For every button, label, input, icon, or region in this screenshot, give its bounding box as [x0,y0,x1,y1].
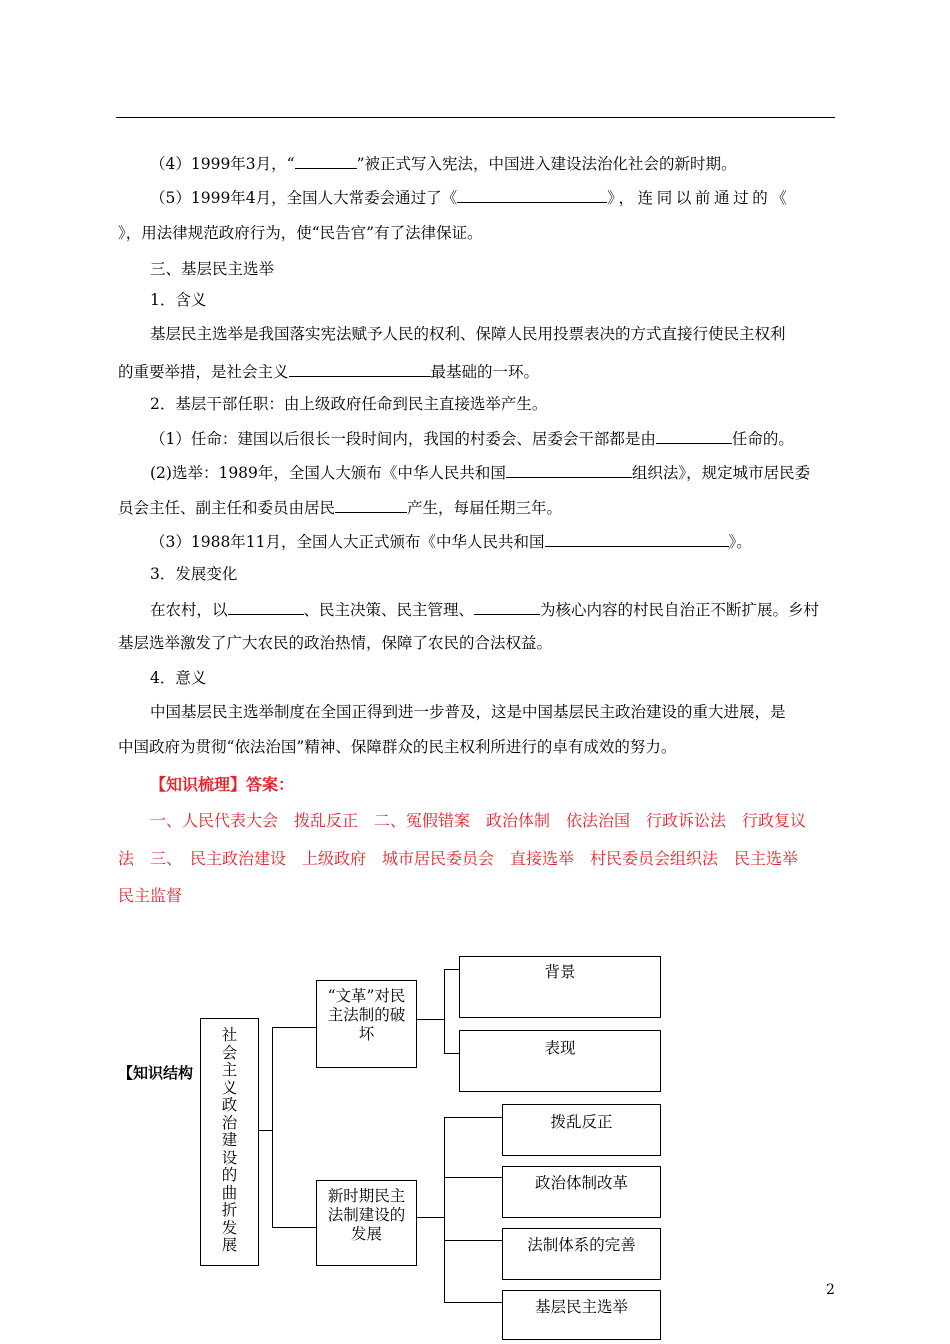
connector [444,969,459,970]
connector [417,1019,445,1020]
development-text: 在农村，以 、民主决策、民主管理、 为核心内容的村民自治正不断扩展。乡村 [150,598,819,620]
connector [444,1177,502,1178]
leaf-political-reform: 政治体制改革 [502,1166,661,1218]
branch-new-era: 新时期民主法制建设的发展 [316,1180,417,1266]
leaf-manifestation: 表现 [459,1030,661,1092]
cadre-appointment: （1）任命：建国以后很长一段时间内，我国的村委会、居委会干部都是由 任命的。 [150,427,794,449]
answers-line-3: 民主监督 [118,886,183,905]
cadre-law-1988: （3）1988年11月，全国人大正式颁布《中华人民共和国 》。 [150,530,752,552]
connector [444,1302,502,1303]
section-3-heading: 三、基层民主选举 [150,260,275,278]
leaf-grassroots-election: 基层民主选举 [502,1290,661,1340]
connector [417,1217,445,1218]
connector [272,1027,316,1028]
answers-line-1: 一、人民代表大会 拨乱反正 二、冤假错案 政治体制 依法治国 行政诉讼法 行政复议 [150,811,807,830]
leaf-restore-order: 拨乱反正 [502,1104,661,1156]
header-rule [116,117,835,118]
answers-heading: 【知识梳理】答案： [150,775,295,794]
connector [259,1130,273,1131]
leaf-background: 背景 [459,956,661,1018]
subheading-cadre: 2．基层干部任职：由上级政府任命到民主直接选举产生。 [150,395,548,413]
leaf-legal-system: 法制体系的完善 [502,1228,661,1280]
item-4: （4）1999年3月，“ ”被正式写入宪法，中国进入建设法治化社会的新时期。 [150,152,737,174]
connector [444,1117,502,1118]
answers-line-2: 法 三、 民主政治建设 上级政府 城市居民委员会 直接选举 村民委员会组织法 民主选举 [118,849,799,868]
item-5: （5）1999年4月，全国人大常委会通过了《 》，连同以前通过的《 [150,186,790,208]
cadre-election: (2)选举：1989年，全国人大颁布《中华人民共和国 组织法》，规定城市居民委 [150,461,810,483]
connector [444,1117,445,1303]
significance-text-cont: 中国政府为贯彻“依法治国”精神、保障群众的民主权利所进行的卓有成效的努力。 [118,738,677,756]
significance-text: 中国基层民主选举制度在全国正得到进一步普及，这是中国基层民主政治建设的重大进展，是 [150,703,786,721]
root-node: 社会主义政治建设的曲折发展 [200,1018,259,1266]
connector [444,1053,459,1054]
structure-label: 【知识结构 [118,1064,194,1082]
development-text-cont: 基层选举激发了广大农民的政治热情，保障了农民的合法权益。 [118,634,553,652]
page-number: 2 [826,1282,835,1298]
meaning-text: 基层民主选举是我国落实宪法赋予人民的权利、保障人民用投票表决的方式直接行使民主权利 [150,325,786,343]
branch-cultural-revolution: “文革”对民主法制的破坏 [316,980,417,1068]
cadre-election-cont: 员会主任、副主任和委员由居民 产生，每届任期三年。 [118,496,562,518]
meaning-text-cont: 的重要举措，是社会主义 最基础的一环。 [118,360,539,382]
item-5-cont: 》，用法律规范政府行为，使“民告官”有了法律保证。 [118,224,483,242]
connector [272,1027,273,1228]
subheading-meaning: 1．含义 [150,291,207,309]
connector [444,969,445,1054]
connector [272,1227,316,1228]
subheading-significance: 4．意义 [150,669,207,687]
subheading-development: 3．发展变化 [150,565,238,583]
connector [444,1240,502,1241]
